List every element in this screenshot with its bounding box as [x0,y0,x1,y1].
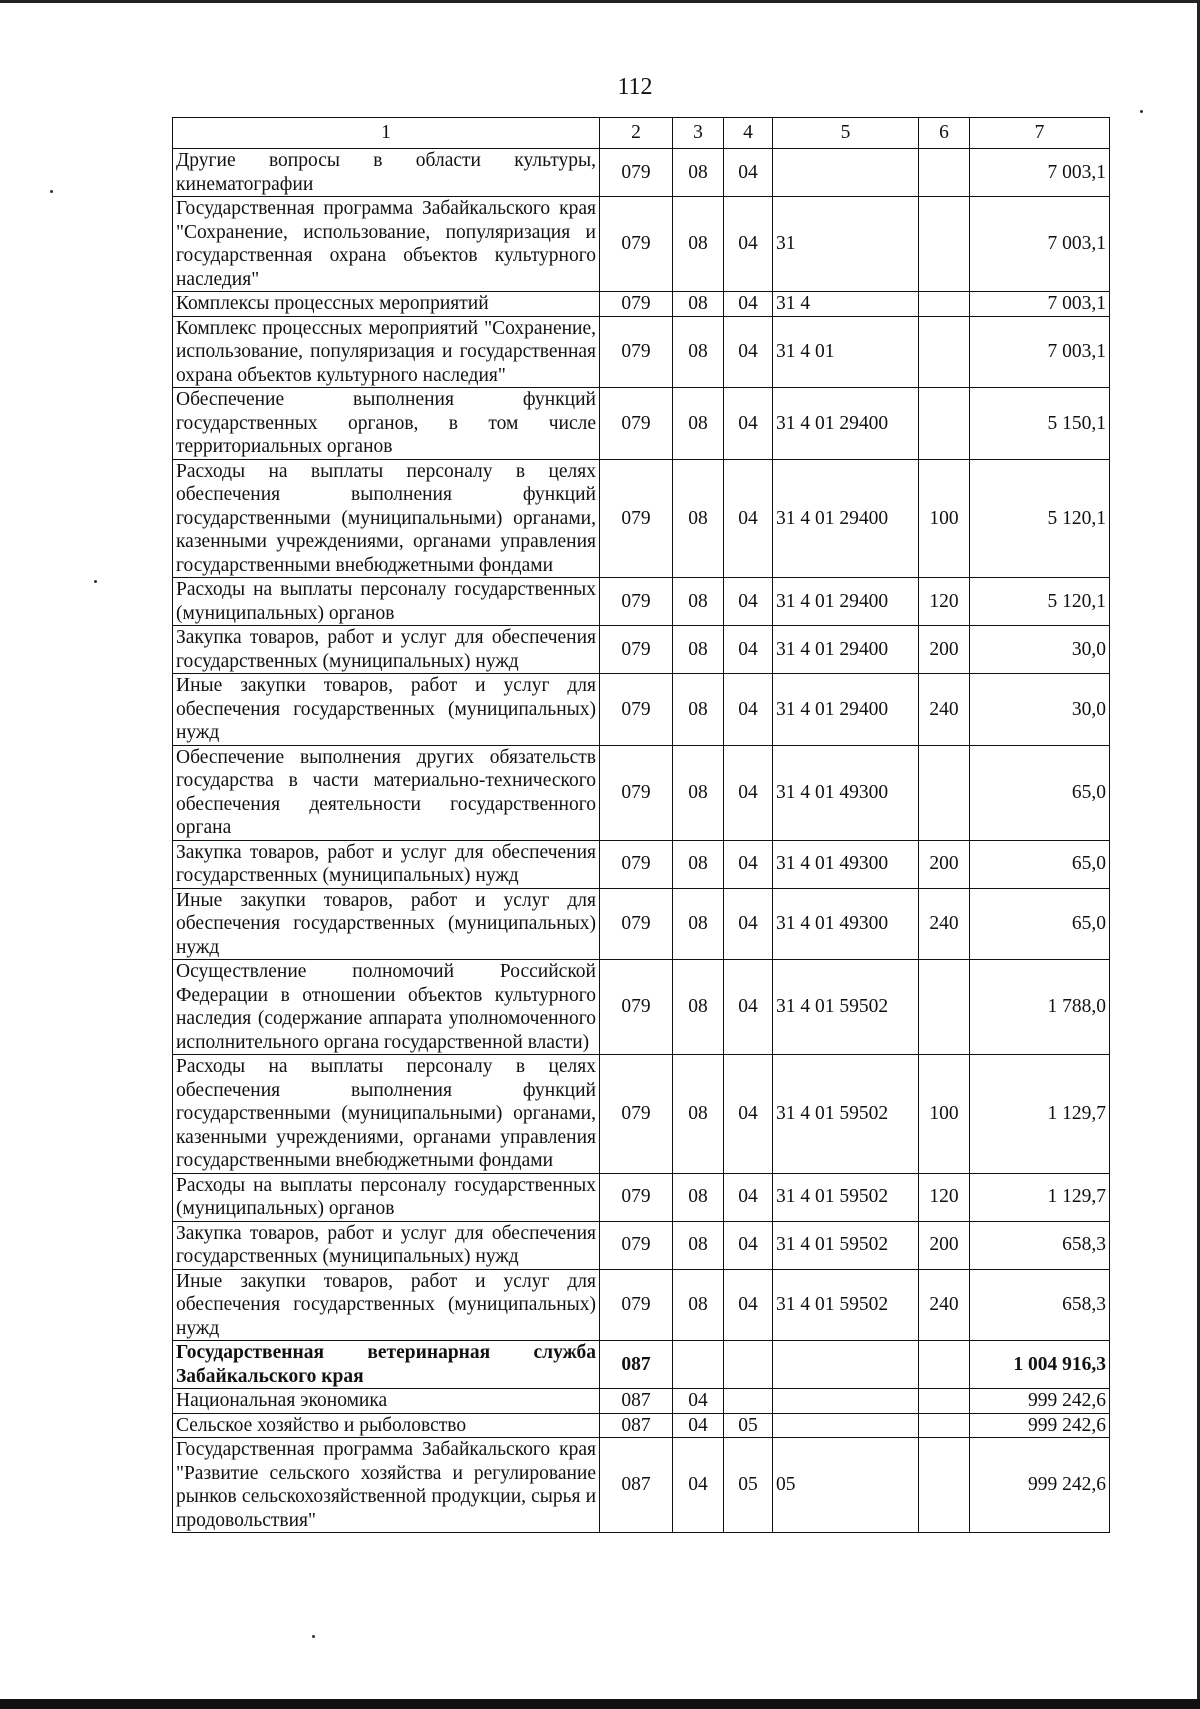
table-row [173,840,1110,888]
section-code-cell: 08 [673,1173,724,1221]
subsection-code-cell: 04 [724,626,773,674]
scan-border-top [0,0,1200,3]
amount-cell: 1 129,7 [970,1055,1110,1174]
item-name-cell: Национальная экономика [173,1389,600,1414]
section-code-cell: 08 [673,149,724,197]
target-article-cell: 31 4 01 29400 [773,626,919,674]
table-row [173,459,1110,578]
target-article-cell: 31 4 01 29400 [773,674,919,746]
amount-cell: 5 120,1 [970,578,1110,626]
target-article-cell: 31 4 01 [773,316,919,388]
item-name-cell: Обеспечение выполнения функций государственных органов, в том числе территориальных органов [173,388,600,460]
section-code-cell [673,1341,724,1389]
expense-type-cell: 200 [919,1221,970,1269]
subsection-code-cell: 04 [724,316,773,388]
admin-code-cell: 079 [600,960,673,1055]
table-row [173,1438,1110,1533]
section-code-cell: 08 [673,960,724,1055]
table-row [173,388,1110,460]
expense-type-cell: 200 [919,840,970,888]
table-header-row [173,118,1110,149]
section-code-cell: 08 [673,674,724,746]
column-header: 2 [600,118,673,149]
item-name-cell: Расходы на выплаты персоналу в целях обеспечения выполнения функций государственными (муниципальными) органами, казенными учреждениями, органами управления государственными внебюджетными фондами [173,1055,600,1174]
scan-speck [312,1635,315,1638]
target-article-cell [773,1341,919,1389]
amount-cell: 1 004 916,3 [970,1341,1110,1389]
expense-type-cell: 240 [919,674,970,746]
section-code-cell: 08 [673,316,724,388]
target-article-cell [773,149,919,197]
item-name-cell: Комплекс процессных мероприятий "Сохранение, использование, популяризация и государственная охрана объектов культурного наследия" [173,316,600,388]
table-row [173,1221,1110,1269]
subsection-code-cell: 04 [724,578,773,626]
amount-cell: 65,0 [970,745,1110,840]
item-name-cell: Обеспечение выполнения других обязательств государства в части материально-технического обеспечения деятельности государственного органа [173,745,600,840]
section-code-cell: 04 [673,1438,724,1533]
target-article-cell [773,1413,919,1438]
expense-type-cell: 120 [919,1173,970,1221]
table-row [173,292,1110,317]
subsection-code-cell: 04 [724,1173,773,1221]
table-row [173,1269,1110,1341]
target-article-cell: 31 4 01 49300 [773,745,919,840]
item-name-cell: Государственная программа Забайкальского края "Сохранение, использование, популяризация и государственная охрана объектов культурного наследия" [173,197,600,292]
item-name-cell: Другие вопросы в области культуры, кинематографии [173,149,600,197]
column-header: 5 [773,118,919,149]
table-row [173,745,1110,840]
amount-cell: 65,0 [970,888,1110,960]
subsection-code-cell: 04 [724,1055,773,1174]
table-body [173,149,1110,1533]
expense-type-cell: 240 [919,1269,970,1341]
column-header: 4 [724,118,773,149]
table-row [173,1341,1110,1389]
target-article-cell: 05 [773,1438,919,1533]
admin-code-cell: 079 [600,459,673,578]
table-row [173,578,1110,626]
admin-code-cell: 079 [600,1173,673,1221]
amount-cell: 30,0 [970,626,1110,674]
item-name-cell: Государственная ветеринарная служба Забайкальского края [173,1341,600,1389]
expense-type-cell: 100 [919,459,970,578]
expense-type-cell [919,1389,970,1414]
subsection-code-cell: 04 [724,388,773,460]
amount-cell: 1 788,0 [970,960,1110,1055]
table-row [173,1055,1110,1174]
table-row [173,888,1110,960]
section-code-cell: 08 [673,840,724,888]
amount-cell: 30,0 [970,674,1110,746]
amount-cell: 5 120,1 [970,459,1110,578]
expense-type-cell [919,745,970,840]
section-code-cell: 08 [673,1055,724,1174]
amount-cell: 658,3 [970,1269,1110,1341]
admin-code-cell: 079 [600,745,673,840]
item-name-cell: Государственная программа Забайкальского края "Развитие сельского хозяйства и регулирование рынков сельскохозяйственной продукции, сырья и продовольствия" [173,1438,600,1533]
subsection-code-cell: 04 [724,745,773,840]
subsection-code-cell: 04 [724,149,773,197]
amount-cell: 999 242,6 [970,1438,1110,1533]
admin-code-cell: 079 [600,674,673,746]
expense-type-cell [919,960,970,1055]
subsection-code-cell: 04 [724,960,773,1055]
target-article-cell: 31 4 01 49300 [773,840,919,888]
target-article-cell: 31 4 01 49300 [773,888,919,960]
subsection-code-cell: 04 [724,674,773,746]
subsection-code-cell [724,1341,773,1389]
target-article-cell: 31 [773,197,919,292]
item-name-cell: Иные закупки товаров, работ и услуг для обеспечения государственных (муниципальных) нужд [173,1269,600,1341]
subsection-code-cell [724,1389,773,1414]
target-article-cell: 31 4 01 59502 [773,1173,919,1221]
admin-code-cell: 079 [600,197,673,292]
subsection-code-cell: 05 [724,1413,773,1438]
target-article-cell [773,1389,919,1414]
section-code-cell: 08 [673,578,724,626]
column-header: 1 [173,118,600,149]
table-row [173,960,1110,1055]
expense-type-cell [919,1413,970,1438]
section-code-cell: 08 [673,888,724,960]
target-article-cell: 31 4 01 29400 [773,388,919,460]
expense-type-cell [919,197,970,292]
amount-cell: 7 003,1 [970,292,1110,317]
admin-code-cell: 087 [600,1413,673,1438]
amount-cell: 1 129,7 [970,1173,1110,1221]
item-name-cell: Иные закупки товаров, работ и услуг для обеспечения государственных (муниципальных) нужд [173,888,600,960]
expense-type-cell: 240 [919,888,970,960]
table-row [173,149,1110,197]
section-code-cell: 08 [673,388,724,460]
section-code-cell: 08 [673,626,724,674]
amount-cell: 5 150,1 [970,388,1110,460]
item-name-cell: Иные закупки товаров, работ и услуг для обеспечения государственных (муниципальных) нужд [173,674,600,746]
expense-type-cell [919,292,970,317]
amount-cell: 658,3 [970,1221,1110,1269]
item-name-cell: Осуществление полномочий Российской Федерации в отношении объектов культурного наследия (содержание аппарата уполномоченного исполнительного органа государственной власти) [173,960,600,1055]
admin-code-cell: 079 [600,388,673,460]
target-article-cell: 31 4 01 59502 [773,1055,919,1174]
table-row [173,674,1110,746]
item-name-cell: Расходы на выплаты персоналу в целях обеспечения выполнения функций государственными (муниципальными) органами, казенными учреждениями, органами управления государственными внебюджетными фондами [173,459,600,578]
section-code-cell: 04 [673,1413,724,1438]
expense-type-cell [919,316,970,388]
subsection-code-cell: 05 [724,1438,773,1533]
section-code-cell: 08 [673,292,724,317]
admin-code-cell: 079 [600,840,673,888]
admin-code-cell: 079 [600,149,673,197]
admin-code-cell: 087 [600,1438,673,1533]
item-name-cell: Комплексы процессных мероприятий [173,292,600,317]
amount-cell: 999 242,6 [970,1413,1110,1438]
table-row [173,1389,1110,1414]
table-row [173,626,1110,674]
expense-type-cell [919,149,970,197]
column-header: 6 [919,118,970,149]
admin-code-cell: 079 [600,578,673,626]
amount-cell: 7 003,1 [970,316,1110,388]
amount-cell: 999 242,6 [970,1389,1110,1414]
section-code-cell: 08 [673,459,724,578]
admin-code-cell: 079 [600,888,673,960]
admin-code-cell: 087 [600,1389,673,1414]
page-number: 112 [617,74,653,100]
section-code-cell: 04 [673,1389,724,1414]
scan-speck [94,580,97,583]
table-row [173,197,1110,292]
subsection-code-cell: 04 [724,1221,773,1269]
item-name-cell: Закупка товаров, работ и услуг для обеспечения государственных (муниципальных) нужд [173,1221,600,1269]
admin-code-cell: 079 [600,1055,673,1174]
expense-type-cell: 200 [919,626,970,674]
target-article-cell: 31 4 01 59502 [773,960,919,1055]
scan-speck [50,190,53,193]
target-article-cell: 31 4 [773,292,919,317]
column-header: 7 [970,118,1110,149]
scan-speck [1140,110,1143,113]
admin-code-cell: 087 [600,1341,673,1389]
table-row [173,316,1110,388]
target-article-cell: 31 4 01 59502 [773,1269,919,1341]
item-name-cell: Расходы на выплаты персоналу государственных (муниципальных) органов [173,1173,600,1221]
expense-type-cell: 100 [919,1055,970,1174]
item-name-cell: Закупка товаров, работ и услуг для обеспечения государственных (муниципальных) нужд [173,840,600,888]
amount-cell: 65,0 [970,840,1110,888]
admin-code-cell: 079 [600,1269,673,1341]
item-name-cell: Закупка товаров, работ и услуг для обеспечения государственных (муниципальных) нужд [173,626,600,674]
admin-code-cell: 079 [600,316,673,388]
admin-code-cell: 079 [600,1221,673,1269]
table-row [173,1413,1110,1438]
target-article-cell: 31 4 01 29400 [773,578,919,626]
table-row [173,1173,1110,1221]
admin-code-cell: 079 [600,626,673,674]
expense-type-cell [919,1341,970,1389]
subsection-code-cell: 04 [724,888,773,960]
target-article-cell: 31 4 01 29400 [773,459,919,578]
column-header: 3 [673,118,724,149]
section-code-cell: 08 [673,1221,724,1269]
section-code-cell: 08 [673,1269,724,1341]
subsection-code-cell: 04 [724,840,773,888]
subsection-code-cell: 04 [724,1269,773,1341]
section-code-cell: 08 [673,745,724,840]
scan-border-bottom [0,1699,1200,1709]
amount-cell: 7 003,1 [970,197,1110,292]
expense-type-cell [919,388,970,460]
item-name-cell: Расходы на выплаты персоналу государственных (муниципальных) органов [173,578,600,626]
admin-code-cell: 079 [600,292,673,317]
amount-cell: 7 003,1 [970,149,1110,197]
subsection-code-cell: 04 [724,459,773,578]
budget-table [172,117,1110,1533]
expense-type-cell [919,1438,970,1533]
target-article-cell: 31 4 01 59502 [773,1221,919,1269]
item-name-cell: Сельское хозяйство и рыболовство [173,1413,600,1438]
subsection-code-cell: 04 [724,292,773,317]
subsection-code-cell: 04 [724,197,773,292]
section-code-cell: 08 [673,197,724,292]
expense-type-cell: 120 [919,578,970,626]
